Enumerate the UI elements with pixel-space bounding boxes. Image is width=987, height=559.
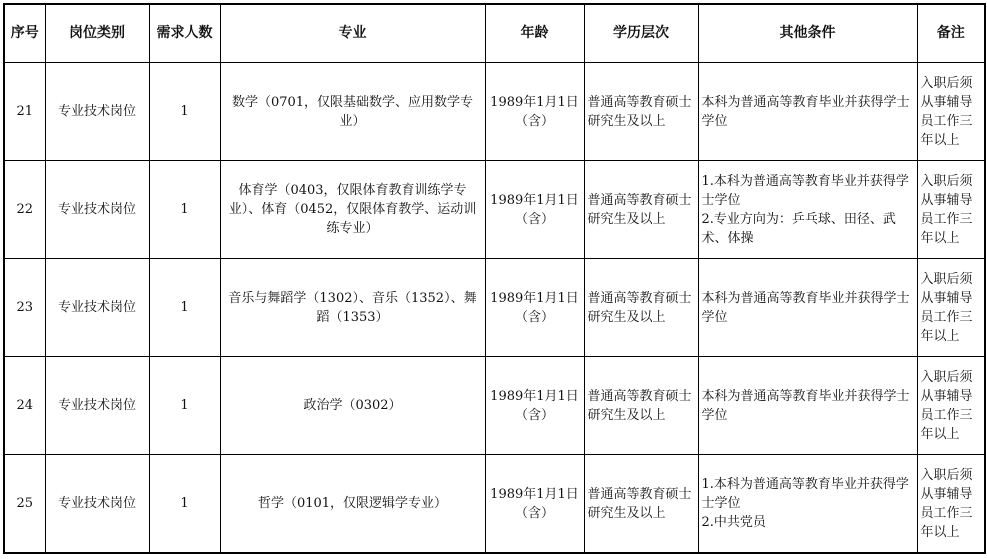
age-cell: 1989年1月1日（含） bbox=[485, 161, 584, 259]
table-row bbox=[4, 63, 985, 161]
header-education: 学历层次 bbox=[584, 4, 698, 63]
other-condition-line: 1.本科为普通高等教育毕业并获得学士学位 bbox=[701, 477, 909, 511]
other-cell bbox=[698, 63, 917, 161]
recruitment-table bbox=[3, 3, 986, 554]
seq-cell: 23 bbox=[4, 259, 45, 357]
category-cell: 专业技术岗位 bbox=[45, 161, 149, 259]
major-cell: 体育学（0403，仅限体育教育训练学专业）、体育（0452，仅限体育教学、运动训练专业） bbox=[220, 161, 485, 259]
remark-cell: 入职后须从事辅导员工作三年以上 bbox=[917, 357, 985, 455]
seq-cell: 25 bbox=[4, 455, 45, 554]
category-cell: 专业技术岗位 bbox=[45, 259, 149, 357]
header-other: 其他条件 bbox=[698, 4, 917, 63]
age-cell: 1989年1月1日（含） bbox=[485, 259, 584, 357]
other-cell bbox=[698, 259, 917, 357]
education-cell: 普通高等教育硕士研究生及以上 bbox=[584, 161, 698, 259]
seq-cell: 24 bbox=[4, 357, 45, 455]
remark-cell: 入职后须从事辅导员工作三年以上 bbox=[917, 161, 985, 259]
other-condition-line: 本科为普通高等教育毕业并获得学士学位 bbox=[701, 388, 910, 423]
table-row bbox=[4, 259, 985, 357]
table-row bbox=[4, 161, 985, 259]
major-cell: 音乐与舞蹈学（1302）、音乐（1352）、舞蹈（1353） bbox=[220, 259, 485, 357]
remark-cell: 入职后须从事辅导员工作三年以上 bbox=[917, 259, 985, 357]
age-cell: 1989年1月1日（含） bbox=[485, 455, 584, 554]
major-cell: 数学（0701，仅限基础数学、应用数学专业） bbox=[220, 63, 485, 161]
count-cell: 1 bbox=[149, 161, 220, 259]
age-cell: 1989年1月1日（含） bbox=[485, 63, 584, 161]
remark-cell: 入职后须从事辅导员工作三年以上 bbox=[917, 455, 985, 554]
seq-cell: 21 bbox=[4, 63, 45, 161]
category-cell: 专业技术岗位 bbox=[45, 357, 149, 455]
header-seq: 序号 bbox=[4, 4, 45, 63]
header-remark: 备注 bbox=[917, 4, 985, 63]
other-condition-line: 本科为普通高等教育毕业并获得学士学位 bbox=[701, 290, 910, 325]
other-condition-line: 2.中共党员 bbox=[701, 515, 766, 530]
table-row bbox=[4, 455, 985, 554]
major-cell: 政治学（0302） bbox=[220, 357, 485, 455]
header-major: 专业 bbox=[220, 4, 485, 63]
header-count: 需求人数 bbox=[149, 4, 220, 63]
education-cell: 普通高等教育硕士研究生及以上 bbox=[584, 357, 698, 455]
remark-cell: 入职后须从事辅导员工作三年以上 bbox=[917, 63, 985, 161]
category-cell: 专业技术岗位 bbox=[45, 63, 149, 161]
other-cell bbox=[698, 455, 917, 554]
education-cell: 普通高等教育硕士研究生及以上 bbox=[584, 63, 698, 161]
other-cell bbox=[698, 161, 917, 259]
header-category: 岗位类别 bbox=[45, 4, 149, 63]
other-condition-line: 本科为普通高等教育毕业并获得学士学位 bbox=[701, 94, 910, 129]
header-age: 年龄 bbox=[485, 4, 584, 63]
education-cell: 普通高等教育硕士研究生及以上 bbox=[584, 455, 698, 554]
education-cell: 普通高等教育硕士研究生及以上 bbox=[584, 259, 698, 357]
age-cell: 1989年1月1日（含） bbox=[485, 357, 584, 455]
table-row bbox=[4, 357, 985, 455]
count-cell: 1 bbox=[149, 455, 220, 554]
other-condition-line: 2.专业方向为：乒乓球、田径、武术、体操 bbox=[701, 211, 896, 246]
category-cell: 专业技术岗位 bbox=[45, 455, 149, 554]
count-cell: 1 bbox=[149, 63, 220, 161]
count-cell: 1 bbox=[149, 259, 220, 357]
count-cell: 1 bbox=[149, 357, 220, 455]
major-cell: 哲学（0101，仅限逻辑学专业） bbox=[220, 455, 485, 554]
other-cell bbox=[698, 357, 917, 455]
seq-cell: 22 bbox=[4, 161, 45, 259]
header-row bbox=[4, 4, 985, 63]
other-condition-line: 1.本科为普通高等教育毕业并获得学士学位 bbox=[701, 173, 909, 208]
